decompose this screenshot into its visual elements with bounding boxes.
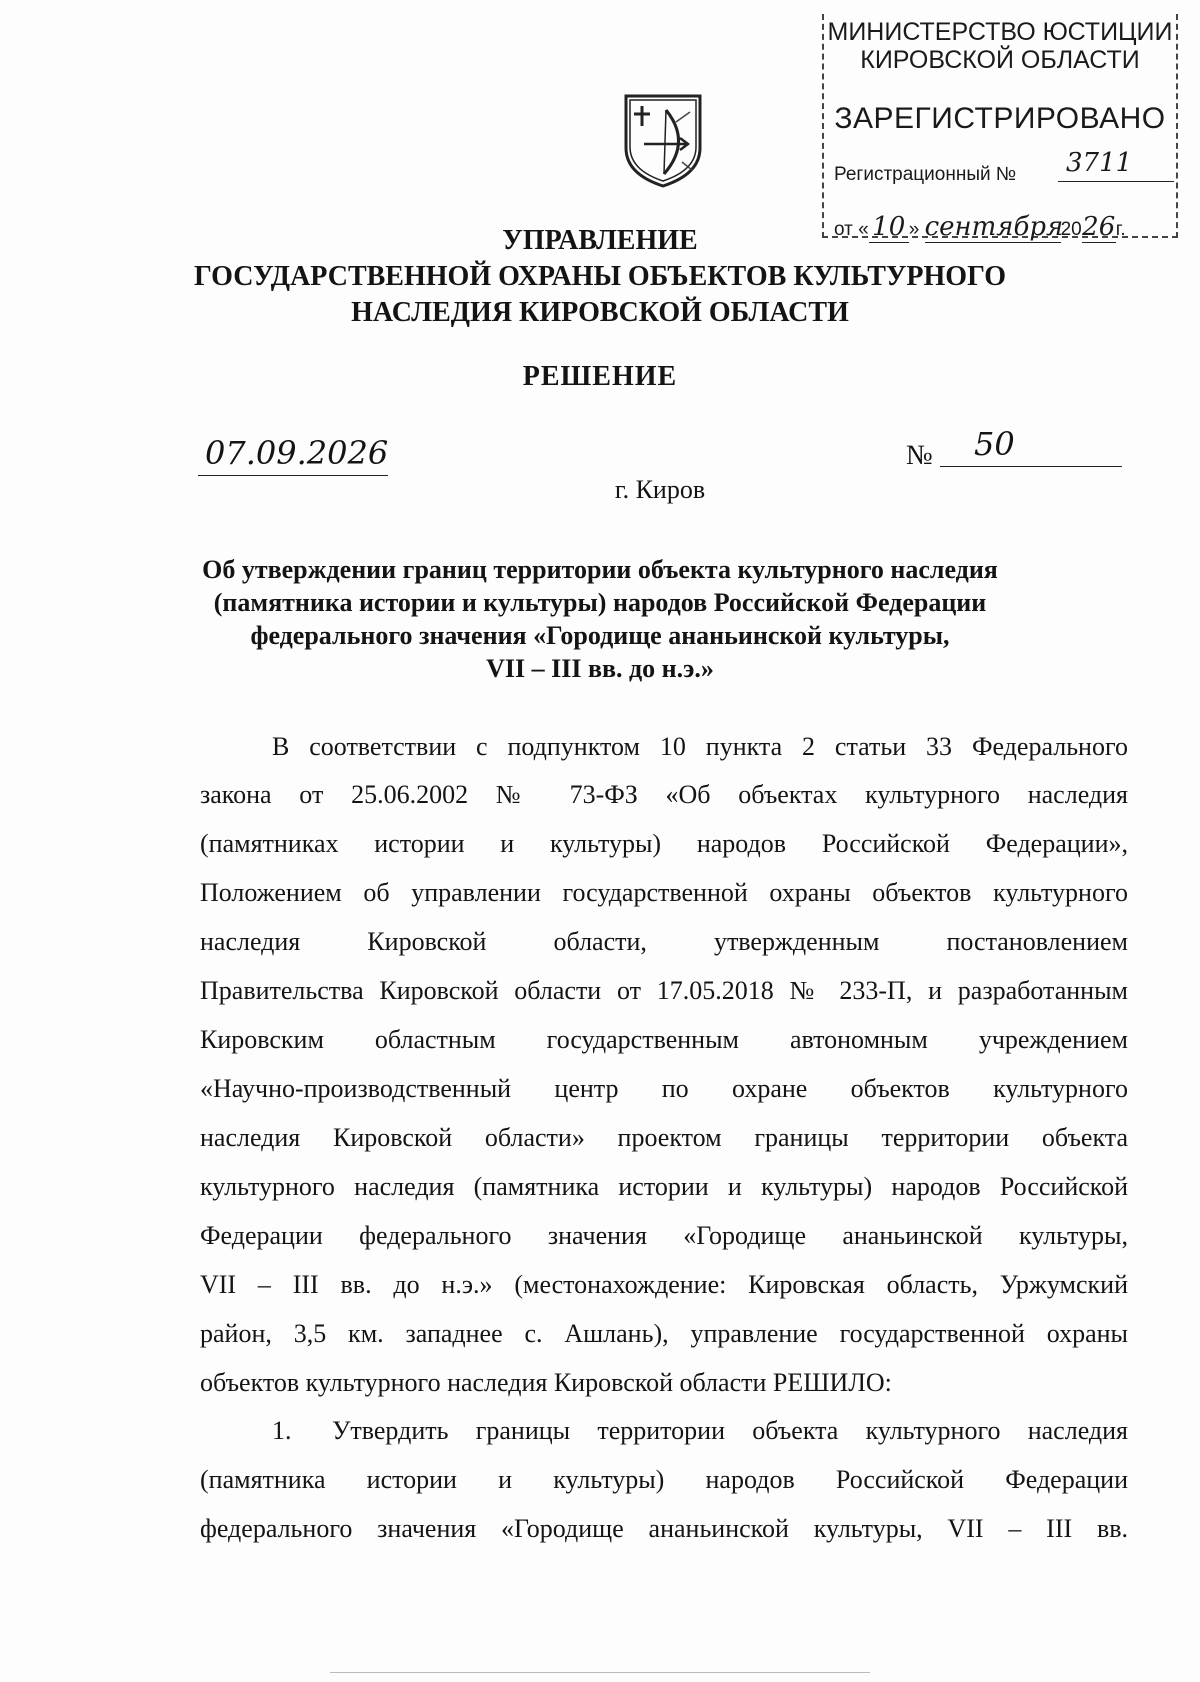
stamp-date-year-prefix: 20: [1060, 219, 1082, 240]
agency-title-line2: ГОСУДАРСТВЕННОЙ ОХРАНЫ ОБЪЕКТОВ КУЛЬТУРНОГО: [194, 261, 1006, 292]
subject-line2: (памятника истории и культуры) народов Российской Федерации: [213, 588, 987, 617]
stamp-org-line1: МИНИСТЕРСТВО ЮСТИЦИИ: [827, 18, 1173, 46]
subject-line4: VII – III вв. до н.э.»: [486, 654, 714, 683]
document-number-label: №: [906, 440, 933, 471]
body-line: наследия Кировской области» проектом границы территории объекта: [200, 1123, 1128, 1152]
body-line: Федерации федерального значения «Городище ананьинской культуры,: [200, 1221, 1128, 1250]
stamp-reg-number: 3711: [1058, 148, 1174, 182]
stamp-date-close-quote: »: [908, 219, 920, 240]
document-number: 50: [940, 425, 1122, 467]
item-number: 1.: [272, 1416, 292, 1445]
stamp-reg-label: Регистрационный №: [834, 164, 1017, 185]
body-line: Положением об управлении государственной охраны объектов культурного: [200, 878, 1128, 907]
stamp-org-line2: КИРОВСКОЙ ОБЛАСТИ: [860, 46, 1140, 74]
stamp-date-month: сентября: [924, 212, 1064, 242]
subject-line3: федерального значения «Городище ананьинской культуры,: [250, 621, 950, 650]
body-line: объектов культурного наследия Кировской области РЕШИЛО:: [200, 1368, 892, 1397]
subject-line1: Об утверждении границ территории объекта культурного наследия: [202, 555, 998, 584]
body-line: (памятниках истории и культуры) народов Российской Федерации»,: [200, 829, 1128, 858]
body-line: «Научно-производственный центр по охране объектов культурного: [200, 1074, 1128, 1103]
stamp-date-day: 10: [869, 212, 909, 243]
stamp-date-suffix: г.: [1115, 219, 1126, 240]
stamp-date-open-quote: «: [858, 219, 869, 240]
coat-of-arms-icon: [622, 92, 704, 188]
body-line: культурного наследия (памятника истории и культуры) народов Российской: [200, 1172, 1128, 1201]
item-line: Утвердить границы территории объекта культурного наследия: [332, 1416, 1128, 1445]
stamp-status: ЗАРЕГИСТРИРОВАНО: [834, 102, 1166, 135]
item-line: федерального значения «Городище ананьинской культуры, VII – III вв.: [200, 1514, 1128, 1543]
item-line: (памятника истории и культуры) народов Российской Федерации: [200, 1465, 1128, 1494]
document-type: РЕШЕНИЕ: [522, 361, 678, 392]
body-line: Правительства Кировской области от 17.05.2018 № 233-П, и разработанным: [200, 976, 1128, 1005]
body-line: район, 3,5 км. западнее с. Ашлань), управление государственной охраны: [200, 1319, 1128, 1348]
page-bottom-rule: [330, 1672, 870, 1673]
body-line: VII – III вв. до н.э.» (местонахождение: Кировская область, Уржумский: [200, 1270, 1128, 1299]
stamp-date-prefix: от: [834, 219, 853, 240]
agency-title-line3: НАСЛЕДИЯ КИРОВСКОЙ ОБЛАСТИ: [351, 297, 849, 328]
stamp-date-year-suffix: 26: [1082, 212, 1116, 242]
document-city: г. Киров: [614, 475, 706, 504]
body-line: закона от 25.06.2002 № 73-ФЗ «Об объектах культурного наследия: [200, 780, 1128, 809]
body-line: Кировским областным государственным автономным учреждением: [200, 1025, 1128, 1054]
agency-title-line1: УПРАВЛЕНИЕ: [502, 225, 698, 256]
registration-stamp: [822, 14, 1178, 242]
document-date: 07.09.2026: [205, 434, 389, 472]
body-line: наследия Кировской области, утвержденным постановлением: [200, 927, 1128, 956]
body-line: В соответствии с подпунктом 10 пункта 2 статьи 33 Федерального: [272, 732, 1128, 761]
